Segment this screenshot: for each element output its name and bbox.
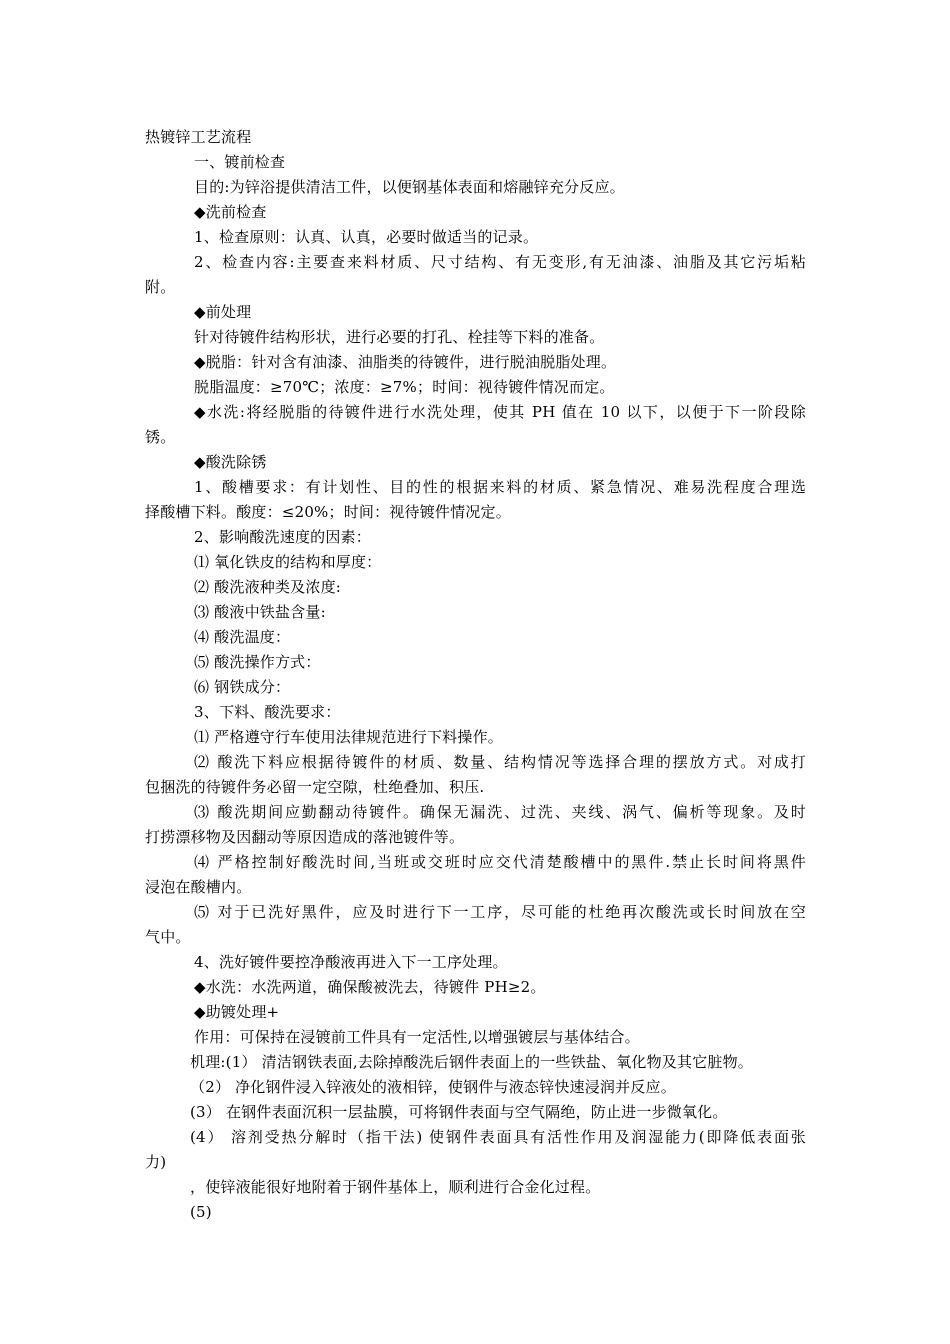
paragraph-line: 脱脂温度：≥70℃；浓度：≥7%；时间：视待镀件情况而定。 xyxy=(194,378,615,396)
paragraph-line: ，使锌液能很好地附着于钢件基体上，顺利进行合金化过程。 xyxy=(190,1178,601,1196)
paragraph-line: 4、洗好镀件要控净酸液再进入下一工序处理。 xyxy=(194,953,508,971)
paragraph-line: 机理:(1） 清洁钢铁表面,去除掉酸洗后钢件表面上的一些铁盐、氧化物及其它脏物。 xyxy=(190,1053,753,1071)
paragraph-line: 1、检查原则：认真、认真，必要时做适当的记录。 xyxy=(194,228,539,246)
list-item: ⑵ 酸洗下料应根据待镀件的材质、数量、结构情况等选择合理的摆放方式。对成打 xyxy=(194,753,806,771)
paragraph-line: (5) xyxy=(190,1203,212,1221)
list-item: ⑴ 严格遵守行车使用法律规范进行下料操作。 xyxy=(194,728,503,746)
subheading-line: ◆酸洗除锈 xyxy=(194,453,267,471)
paragraph-line: 力) xyxy=(145,1153,167,1171)
document-title: 热镀锌工艺流程 xyxy=(145,128,252,146)
paragraph-line: 2、检查内容:主要查来料材质、尺寸结构、有无变形,有无油漆、油脂及其它污垢粘 xyxy=(194,253,806,271)
subheading-line: ◆前处理 xyxy=(194,303,252,321)
paragraph-line: （2） 净化钢件浸入锌液处的液相锌，使钢件与液态锌快速浸润并反应。 xyxy=(190,1078,676,1096)
paragraph-line: 1、酸槽要求：有计划性、目的性的根据来料的材质、紧急情况、难易洗程度合理选 xyxy=(194,478,806,496)
paragraph-line: 锈。 xyxy=(145,428,176,446)
list-item: ⑹ 钢铁成分： xyxy=(194,678,291,696)
list-item: ⑸ 对于已洗好黑件，应及时进行下一工序，尽可能的杜绝再次酸洗或长时间放在空 xyxy=(194,903,806,921)
list-item: ⑷ 严格控制好酸洗时间,当班或交班时应交代清楚酸槽中的黑件.禁止长时间将黑件 xyxy=(194,853,806,871)
list-item: ⑶ 酸液中铁盐含量: xyxy=(194,603,326,621)
list-item: ⑶ 酸洗期间应勤翻动待镀件。确保无漏洗、过洗、夹线、涡气、偏析等现象。及时 xyxy=(194,803,806,821)
paragraph-line: 3、下料、酸洗要求： xyxy=(194,703,341,721)
subheading-line: ◆助镀处理+ xyxy=(194,1003,280,1021)
paragraph-line: (3） 在钢件表面沉积一层盐膜，可将钢件表面与空气隔绝，防止进一步微氧化。 xyxy=(190,1103,728,1121)
list-item: ⑷ 酸洗温度： xyxy=(194,628,291,646)
paragraph-line: ◆水洗:将经脱脂的待镀件进行水洗处理，使其 PH 值在 10 以下，以便于下一阶段除 xyxy=(194,403,806,421)
paragraph-line: 择酸槽下料。酸度：≤20%；时间：视待镀件情况定。 xyxy=(145,503,511,521)
subheading-line: ◆洗前检查 xyxy=(194,203,267,221)
paragraph-line: 气中。 xyxy=(145,928,191,946)
paragraph-line: (4） 溶剂受热分解时（指干法) 使钢件表面具有活性作用及润湿能力(即降低表面张 xyxy=(190,1128,806,1146)
paragraph-line: 包捆洗的待镀件务必留一定空隙，杜绝叠加、积压. xyxy=(145,778,485,796)
paragraph-line: 附。 xyxy=(145,278,176,296)
paragraph-line: ◆脱脂：针对含有油漆、油脂类的待镀件，进行脱油脱脂处理。 xyxy=(194,353,617,371)
paragraph-line: 2、影响酸洗速度的因素： xyxy=(194,528,371,546)
paragraph-line: 浸泡在酸槽内。 xyxy=(145,878,252,896)
list-item: ⑴ 氧化铁皮的结构和厚度： xyxy=(194,553,382,571)
paragraph-line: 打捞漂移物及因翻动等原因造成的落池镀件等。 xyxy=(145,828,465,846)
list-item: ⑸ 酸洗操作方式： xyxy=(194,653,321,671)
paragraph-line: 作用：可保持在浸镀前工件具有一定活性,以增强镀层与基体结合。 xyxy=(194,1028,640,1046)
paragraph-line: 目的:为锌浴提供清洁工件，以便钢基体表面和熔融锌充分反应。 xyxy=(194,178,625,196)
paragraph-line: 针对待镀件结构形状，进行必要的打孔、栓挂等下料的准备。 xyxy=(194,328,605,346)
section-heading: 一、镀前检查 xyxy=(194,153,286,171)
list-item: ⑵ 酸洗液种类及浓度: xyxy=(194,578,342,596)
paragraph-line: ◆水洗：水洗两道，确保酸被洗去，待镀件 PH≥2。 xyxy=(194,978,546,996)
